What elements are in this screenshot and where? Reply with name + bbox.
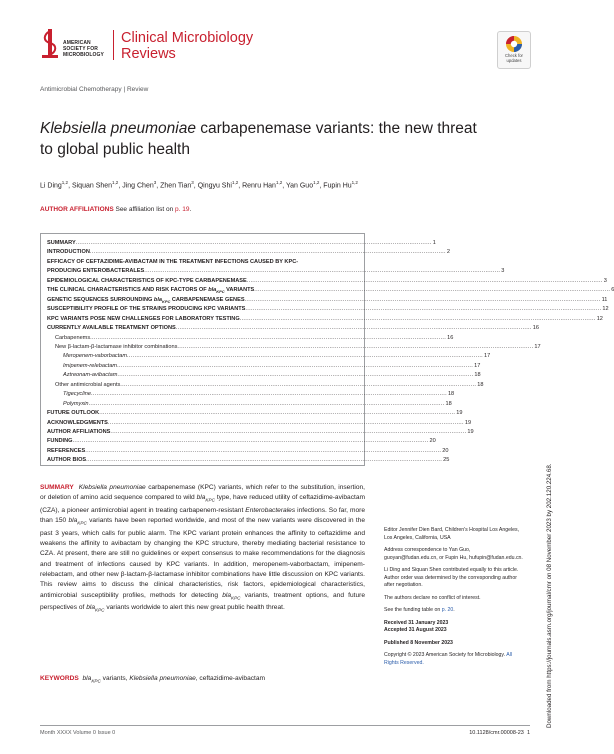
toc-entry-title: SUSCEPTIBILITY PROFILE OF THE STRAINS PRODUCING KPC VARIANTS <box>47 306 246 313</box>
rights-link[interactable]: All Rights Reserved. <box>384 652 512 666</box>
publisher-name <box>63 40 104 58</box>
toc-entry-page: 17 <box>484 353 491 360</box>
toc-entry-page: 19 <box>456 410 463 417</box>
toc-entry[interactable] <box>47 419 472 427</box>
toc-leader-dots <box>72 437 428 445</box>
affiliations-label: AUTHOR AFFILIATIONS <box>40 206 114 213</box>
funding-text: See the funding table on <box>384 607 442 613</box>
toc-leader-dots <box>144 267 500 275</box>
affiliations-end: . <box>189 206 192 213</box>
affiliations-page-link[interactable]: p. 19 <box>174 206 190 213</box>
toc-entry[interactable] <box>47 447 449 455</box>
toc-entry-page: 3 <box>603 277 607 284</box>
table-of-contents <box>40 233 614 466</box>
editor-note: Editor Jennifer Dien Bard, Children's Hospital Los Angeles, Los Angeles, California, USA <box>384 527 520 541</box>
toc-entry[interactable] <box>47 286 614 295</box>
toc-leader-dots <box>85 447 441 455</box>
toc-leader-dots <box>117 362 473 370</box>
author-name[interactable]: Zhen Tian <box>160 182 192 190</box>
section-label: Antimicrobial Chemotherapy | Review <box>40 86 149 93</box>
toc-entry-page: 19 <box>467 429 474 435</box>
toc-leader-dots <box>90 334 446 342</box>
title-italic: Klebsiella pneumoniae <box>40 120 196 137</box>
toc-entry-title: KPC VARIANTS POSE NEW CHALLENGES FOR LABORATORY TESTING <box>47 315 240 322</box>
toc-entry-title: THE CLINICAL CHARACTERISTICS AND RISK FACTORS OF bla$_{KPC}$ VARIANTS <box>47 287 255 295</box>
author-list: Li Ding$^{1,2}$, Siquan Shen$^{1,2}$, Jing Chen$^3$, Zhen Tian$^3$, Qingyu Shi$^{1,2}$, Renru Han$^{1,2}$, Yan Guo$^{1,2}$, Fupin Hu$^{1,2}$ <box>40 180 358 190</box>
toc-entry-page: 17 <box>474 362 481 369</box>
toc-entry[interactable] <box>47 343 541 351</box>
toc-leader-dots <box>99 409 455 417</box>
author-affiliation-marker: 1,2 <box>313 180 320 185</box>
author-affiliation-marker: 3 <box>191 180 194 185</box>
toc-leader-dots <box>89 400 445 408</box>
author-name[interactable]: Siquan Shen <box>71 182 113 190</box>
header-divider <box>113 30 114 60</box>
toc-leader-dots <box>90 248 446 256</box>
toc-entry-title: CURRENTLY AVAILABLE TREATMENT OPTIONS <box>47 325 176 332</box>
accepted-date: Accepted 31 August 2023 <box>384 627 447 633</box>
toc-entry[interactable] <box>47 381 484 389</box>
copyright-text: Copyright © 2023 American Society for Microbiology. <box>384 652 507 658</box>
keywords-label: KEYWORDS <box>40 675 79 682</box>
check-updates-icon <box>498 34 530 54</box>
publisher-line-3: MICROBIOLOGY <box>63 52 104 58</box>
toc-entry-page: 1 <box>432 240 436 246</box>
toc-entry-page: 16 <box>447 334 454 341</box>
keywords <box>40 675 365 683</box>
toc-leader-dots <box>91 390 447 398</box>
author-name[interactable]: Qingyu Shi <box>197 182 232 190</box>
toc-entry[interactable] <box>47 305 609 313</box>
toc-entry-title: Polymyxin <box>63 400 89 407</box>
correspondence-note: Address correspondence to Yan Guo, guoyan@fudan.edu.cn, or Fupin Hu, hufupin@fudan.edu.cn. <box>384 547 523 561</box>
toc-leader-dots <box>247 277 603 285</box>
author-affiliation-marker: 3 <box>153 180 157 185</box>
received-date: Received 31 January 2023 <box>384 619 449 626</box>
toc-entry-title: Other antimicrobial agents <box>55 381 121 388</box>
title-rest: carbapenemase variants: the new threat <box>195 120 477 137</box>
article-sidebar <box>384 527 524 672</box>
affiliations-text: See affiliation list on <box>115 206 175 213</box>
publisher-line-1: AMERICAN <box>63 40 91 46</box>
toc-entry-title: EFFICACY OF CEFTAZIDIME-AVIBACTAM IN THE TREATMENT INFECTIONS CAUSED BY KPC- <box>47 258 299 265</box>
author-name[interactable]: Fupin Hu <box>323 182 352 190</box>
author-affiliations <box>40 206 191 213</box>
journal-line-1: Clinical Microbiology <box>121 30 254 46</box>
toc-leader-dots <box>245 296 601 304</box>
toc-entry[interactable] <box>47 437 436 445</box>
check-for-updates-button[interactable] <box>497 31 531 69</box>
author-affiliation-marker: 1,2 <box>61 180 69 185</box>
toc-entry-title: REFERENCES <box>47 447 86 454</box>
toc-entry-page: 20 <box>429 438 436 445</box>
toc-entry-title: AUTHOR BIOS <box>47 457 87 464</box>
author-affiliation-marker: 1,2 <box>112 180 119 185</box>
badge-line-1: Check for <box>505 53 523 58</box>
footer-doi <box>469 730 530 736</box>
journal-name[interactable] <box>121 30 253 62</box>
toc-leader-dots <box>110 428 466 436</box>
toc-entry-page: 25 <box>443 457 450 464</box>
contribution-note: Li Ding and Siquan Shen contributed equally to this article. Author order was determined by the corresponding author after negotiation. <box>384 567 519 588</box>
toc-leader-dots <box>86 456 442 464</box>
toc-entry[interactable] <box>47 428 474 436</box>
toc-entry-page: 17 <box>534 343 541 350</box>
toc-entry-page: 2 <box>446 249 451 256</box>
toc-entry-page: 6 <box>611 287 614 294</box>
author-name[interactable]: Yan Guo <box>285 182 314 190</box>
toc-entry-title: Aztreonam-avibactam <box>63 372 118 379</box>
conflict-note: The authors declare no conflict of interest. <box>384 594 481 601</box>
toc-entry-page: 12 <box>596 315 603 322</box>
toc-leader-dots <box>240 315 596 323</box>
toc-entry-page: 18 <box>447 391 455 398</box>
funding-page-link[interactable]: p. 20 <box>441 607 454 613</box>
summary-text: Klebsiella pneumoniae carbapenemase (KPC) variants, which refer to the substitution, insertion, or deletion of amino acid sequence compared to wild bla$_{KPC}$ type, have reduced utility of ceftazidime-avibactam (CZA), a pioneer antimicrobial agent in treating carbapenem-resistant Enterobacterales infections. So far, more than 150 bla$_{KPC}$ variants have been reported worldwide, and most of the new variants were discovered in the past 3 years, which calls for public alarm. The KPC variant protein enhances the affinity to ceftazidime and weakens the affinity to avibactam by changing the KPC structure, thereby mediating bacterial resistance to CZA. At present, there are still no guidelines or expert consensus to make recommendations for the diagnosis and treatment of infections caused by KPC variants. In addition, meropenem-vaborbactam, imipenem-relebactam, and other new β-lactam-β-lactamase inhibitor combinations have little discussion on KPC variants. This review aims to discuss the clinical characteristics, risk factors, epidemiological characteristics, antimicrobial susceptibility profiles, methods for detecting bla$_{KPC}$ variants, treatment options, and future perspectives of bla$_{KPC}$ variants worldwide to alert this new great public health threat. <box>40 484 366 613</box>
toc-leader-dots <box>120 381 476 389</box>
toc-leader-dots <box>245 305 601 313</box>
asm-logo-icon <box>40 27 60 59</box>
toc-leader-dots <box>177 343 533 351</box>
toc-entry-page: 18 <box>474 372 481 379</box>
toc-entry[interactable] <box>47 371 481 379</box>
toc-entry-title: EPIDEMIOLOGICAL CHARACTERISTICS OF KPC-TYPE CARBAPENEMASE <box>47 277 247 284</box>
toc-entry[interactable] <box>47 334 454 342</box>
toc-entry[interactable] <box>47 248 451 256</box>
toc-entry[interactable] <box>47 390 455 398</box>
author-affiliation-marker: 1,2 <box>351 180 358 185</box>
page-number: 1 <box>526 730 530 736</box>
toc-entry-title: INTRODUCTION <box>47 249 90 256</box>
toc-entry[interactable] <box>47 456 450 464</box>
toc-entry-page: 12 <box>602 306 609 313</box>
toc-entry-title: Imipenem-relebactam <box>63 362 118 369</box>
toc-entry-page: 16 <box>532 325 539 332</box>
toc-entry[interactable] <box>47 352 491 360</box>
journal-line-2: Reviews <box>121 46 176 62</box>
toc-entry[interactable] <box>47 362 481 370</box>
toc-entry-title: FUNDING <box>47 438 73 445</box>
download-stamp-text: Downloaded from https://journals.asm.org/journal/cmr on 08 November 2023 by 202.120.224.68. <box>546 463 553 728</box>
summary-paragraph <box>40 483 365 616</box>
toc-entry-title: AUTHOR AFFILIATIONS <box>47 429 111 435</box>
toc-leader-dots <box>127 352 483 360</box>
toc-entry-page: 3 <box>501 268 505 275</box>
published-date: Published 8 November 2023 <box>384 639 453 646</box>
issue-info: Month XXXX Volume 0 Issue 0 <box>40 730 116 736</box>
toc-entry-page: 19 <box>464 419 472 426</box>
author-name[interactable]: Jing Chen <box>122 182 154 190</box>
toc-entry-page: 18 <box>477 381 484 388</box>
toc-entry-title: PRODUCING ENTEROBACTERALES <box>47 268 145 275</box>
doi-link[interactable]: 10.1128/cmr.00008-23 <box>469 730 524 736</box>
toc-entry[interactable] <box>47 296 608 304</box>
toc-entry-title: Tigecycline <box>63 391 91 398</box>
toc-leader-dots <box>254 286 610 294</box>
toc-entry-title: New β-lactam-β-lactamase inhibitor combinations <box>55 343 178 350</box>
keywords-text: bla$_{KPC}$ variants, Klebsiella pneumoniae, ceftazidime-avibactam <box>82 675 266 684</box>
badge-line-2: updates <box>506 58 522 63</box>
summary-label: SUMMARY <box>40 484 74 491</box>
toc-entry[interactable] <box>47 409 463 417</box>
toc-entry[interactable] <box>47 277 607 285</box>
author-name[interactable]: Renru Han <box>242 182 276 190</box>
toc-entry-page: 11 <box>601 296 608 303</box>
toc-entry-page: 20 <box>442 447 449 454</box>
toc-entry[interactable] <box>47 239 436 247</box>
author-affiliation-marker: 1,2 <box>275 180 283 185</box>
toc-entry-title: Meropenem-vaborbactam <box>63 353 128 360</box>
toc-entry[interactable] <box>47 258 358 266</box>
toc-entry[interactable] <box>47 400 452 408</box>
publisher-line-2: SOCIETY FOR <box>63 46 98 52</box>
toc-leader-dots <box>108 419 464 427</box>
copyright-note <box>384 652 524 667</box>
toc-entry[interactable] <box>47 324 539 332</box>
article-title <box>40 118 530 160</box>
author-affiliation-marker: 1,2 <box>231 180 239 185</box>
toc-entry-title: SUMMARY <box>47 240 76 246</box>
toc-leader-dots <box>117 371 473 379</box>
toc-entry-title: GENETIC SEQUENCES SURROUNDING bla$_{KPC}$ CARBAPENEMASE GENES <box>47 296 245 304</box>
toc-entry-title: ACKNOWLEDGMENTS <box>47 419 108 426</box>
toc-leader-dots <box>76 239 432 247</box>
toc-entry[interactable] <box>47 267 505 275</box>
toc-leader-dots <box>176 324 532 332</box>
title-line-2: to global public health <box>40 141 190 158</box>
funding-note: See the funding table on p. 20. <box>384 607 455 613</box>
footer-divider <box>40 725 530 726</box>
check-updates-label <box>497 53 531 63</box>
toc-entry[interactable] <box>47 315 603 323</box>
toc-entry-title: Carbapenems <box>55 334 91 341</box>
author-name[interactable]: Li Ding <box>40 182 62 190</box>
toc-entry-page: 18 <box>445 400 452 407</box>
toc-entry-title: FUTURE OUTLOOK <box>47 410 100 417</box>
